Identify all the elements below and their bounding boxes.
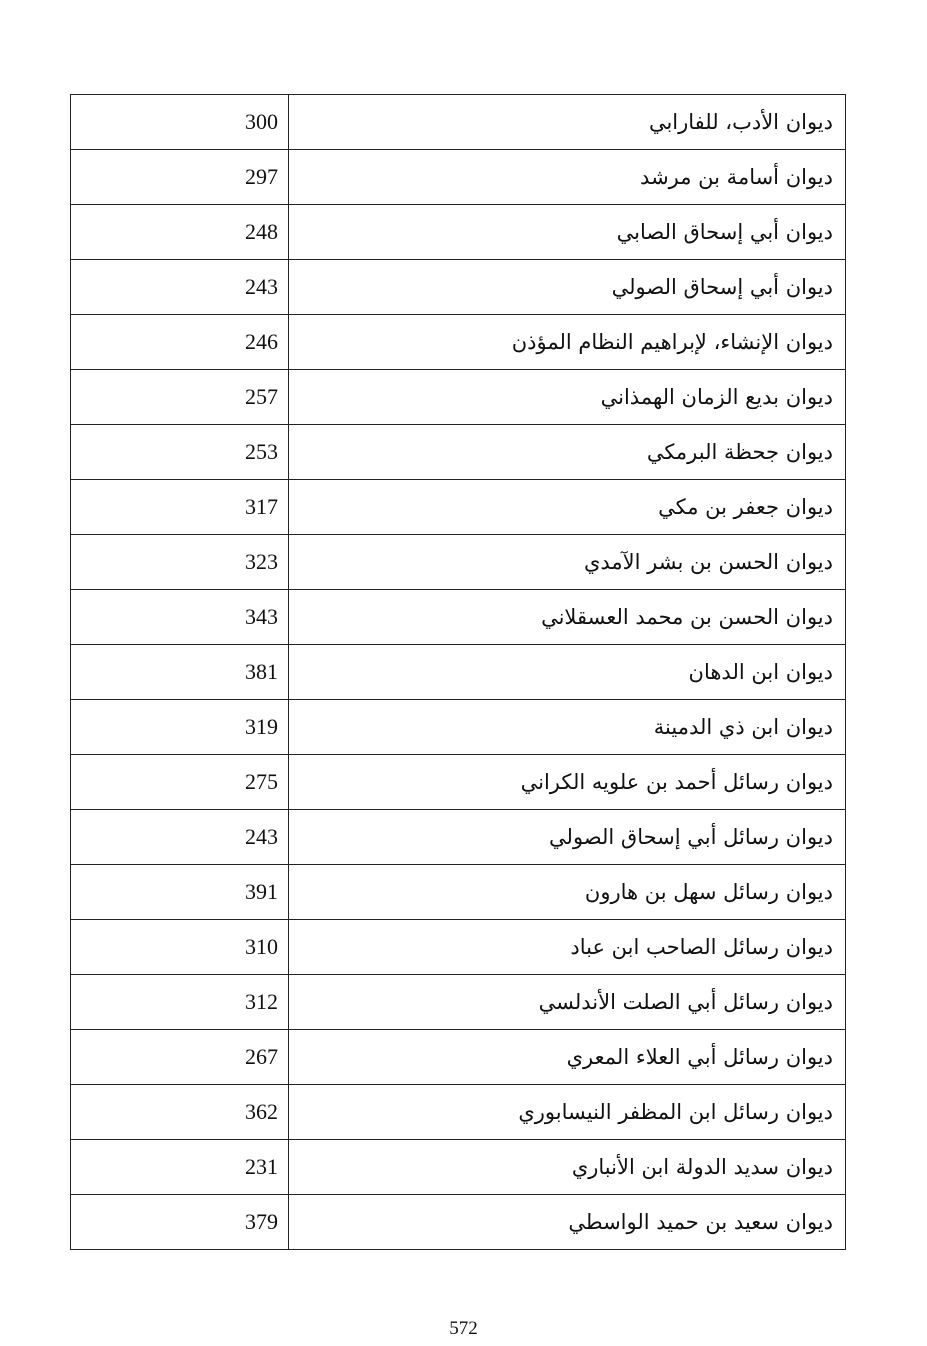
table-row: [71, 370, 846, 425]
page-ref: 319: [71, 700, 289, 755]
entry-title: [289, 590, 846, 645]
entry-title-text: ديوان رسائل أبي إسحاق الصولي: [549, 825, 833, 849]
entry-title-text: ديوان الإنشاء، لإبراهيم النظام المؤذن: [511, 330, 833, 354]
entry-title-text: ديوان الأدب، للفارابي: [648, 110, 833, 134]
entry-title: [289, 150, 846, 205]
entry-title-text: ديوان ابن الدهان: [688, 660, 833, 684]
entry-title-text: ديوان أسامة بن مرشد: [640, 165, 833, 189]
table-row: [71, 975, 846, 1030]
table-row: [71, 755, 846, 810]
page-ref: 267: [71, 1030, 289, 1085]
entry-title-text: ديوان رسائل الصاحب ابن عباد: [570, 935, 833, 959]
table-row: [71, 315, 846, 370]
entry-title: [289, 260, 846, 315]
entry-title: [289, 205, 846, 260]
entry-title: [289, 920, 846, 975]
entry-title-text: ديوان جعفر بن مكي: [658, 495, 833, 519]
entry-title-text: ديوان رسائل أبي الصلت الأندلسي: [538, 990, 833, 1014]
table-row: [71, 535, 846, 590]
page-ref: 312: [71, 975, 289, 1030]
entry-title: [289, 480, 846, 535]
entry-title: [289, 1085, 846, 1140]
entry-title-text: ديوان سعيد بن حميد الواسطي: [568, 1210, 833, 1234]
table-row: [71, 480, 846, 535]
entry-title: [289, 810, 846, 865]
entry-title: [289, 865, 846, 920]
entry-title-text: ديوان أبي إسحاق الصولي: [611, 275, 833, 299]
table-row: [71, 810, 846, 865]
entry-title: [289, 755, 846, 810]
page-ref: 362: [71, 1085, 289, 1140]
page-ref: 297: [71, 150, 289, 205]
table-row: [71, 95, 846, 150]
page-ref: 300: [71, 95, 289, 150]
entry-title: [289, 425, 846, 480]
table-row: [71, 645, 846, 700]
page-ref: 317: [71, 480, 289, 535]
page-ref: 248: [71, 205, 289, 260]
entry-title: [289, 535, 846, 590]
table-row: [71, 590, 846, 645]
entry-title: [289, 1195, 846, 1250]
page-number: 572: [449, 1318, 478, 1339]
page-ref: 343: [71, 590, 289, 645]
table-row: [71, 1140, 846, 1195]
entry-title-text: ديوان بديع الزمان الهمذاني: [600, 385, 833, 409]
page-ref: 231: [71, 1140, 289, 1195]
page-ref: 381: [71, 645, 289, 700]
entry-title-text: ديوان الحسن بن محمد العسقلاني: [541, 605, 833, 629]
table-row: [71, 150, 846, 205]
entry-title: [289, 700, 846, 755]
entry-title: [289, 645, 846, 700]
entry-title-text: ديوان جحظة البرمكي: [646, 440, 833, 464]
entry-title: [289, 370, 846, 425]
table-row: [71, 205, 846, 260]
table-row: [71, 1195, 846, 1250]
index-table-body: [71, 95, 846, 1250]
page-ref: 391: [71, 865, 289, 920]
table-row: [71, 260, 846, 315]
table-row: [71, 865, 846, 920]
page-ref: 379: [71, 1195, 289, 1250]
table-row: [71, 425, 846, 480]
entry-title: [289, 1030, 846, 1085]
page-ref: 257: [71, 370, 289, 425]
entry-title-text: ديوان رسائل أحمد بن علويه الكراني: [520, 770, 833, 794]
page-ref: 246: [71, 315, 289, 370]
entry-title-text: ديوان أبي إسحاق الصابي: [616, 220, 833, 244]
entry-title-text: ديوان رسائل ابن المظفر النيسابوري: [518, 1100, 833, 1124]
page-ref: 243: [71, 810, 289, 865]
entry-title-text: ديوان رسائل أبي العلاء المعري: [566, 1045, 833, 1069]
page-ref: 310: [71, 920, 289, 975]
entry-title: [289, 315, 846, 370]
table-row: [71, 1085, 846, 1140]
page-ref: 275: [71, 755, 289, 810]
index-table: [70, 94, 846, 1250]
entry-title: [289, 975, 846, 1030]
entry-title-text: ديوان الحسن بن بشر الآمدي: [583, 550, 833, 574]
page-ref: 253: [71, 425, 289, 480]
table-row: [71, 920, 846, 975]
table-row: [71, 700, 846, 755]
entry-title-text: ديوان رسائل سهل بن هارون: [584, 880, 833, 904]
entry-title-text: ديوان سديد الدولة ابن الأنباري: [571, 1155, 833, 1179]
entry-title: [289, 95, 846, 150]
page-ref: 323: [71, 535, 289, 590]
table-row: [71, 1030, 846, 1085]
entry-title: [289, 1140, 846, 1195]
page-ref: 243: [71, 260, 289, 315]
entry-title-text: ديوان ابن ذي الدمينة: [653, 715, 833, 739]
